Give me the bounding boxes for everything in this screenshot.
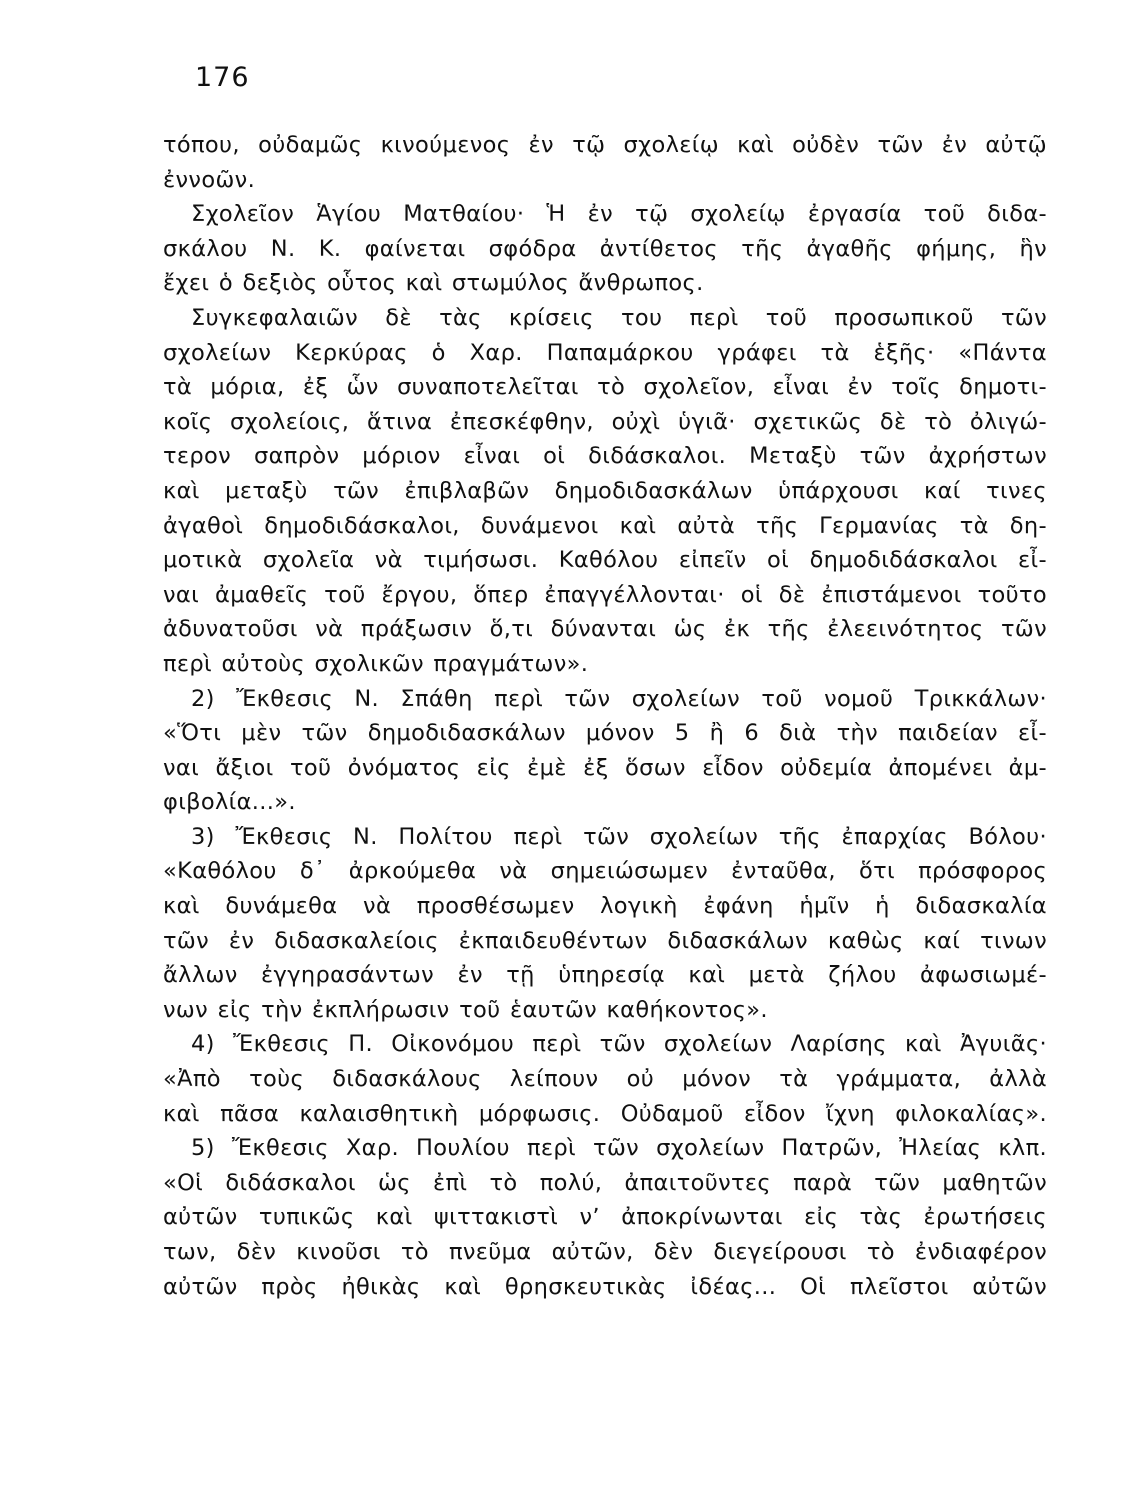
text-line: «Ἀπὸ τοὺς διδασκάλους λείπουν οὐ μόνον τὰ γράμματα, ἀλλὰ	[163, 1066, 1047, 1093]
text-line: ἀδυνατοῦσι νὰ πράξωσιν ὅ,τι δύνανται ὡς ἐκ τῆς ἐλεεινότητος τῶν	[163, 616, 1047, 643]
text-line: καὶ μεταξὺ τῶν ἐπιβλαβῶν δημοδιδασκάλων ὑπάρχουσι καί τινες	[163, 477, 1047, 504]
text-line: σκάλου Ν. Κ. φαίνεται σφόδρα ἀντίθετος τῆς ἀγαθῆς φήμης, ἣν	[163, 235, 1047, 262]
text-line: μοτικὰ σχολεῖα νὰ τιμήσωσι. Καθόλου εἰπεῖν οἱ δημοδιδάσκαλοι εἶ-	[163, 547, 1047, 574]
text-line: «Καθόλου δ᾿ ἀρκούμεθα νὰ σημειώσωμεν ἐνταῦθα, ὅτι πρόσφορος	[163, 858, 1047, 885]
text-line: νων εἰς τὴν ἐκπλήρωσιν τοῦ ἑαυτῶν καθήκοντος».	[163, 996, 768, 1023]
text-line: ἐννοῶν.	[163, 166, 256, 193]
text-line: 2) Ἔκθεσις Ν. Σπάθη περὶ τῶν σχολείων τοῦ νομοῦ Τρικκάλων·	[191, 685, 1047, 712]
text-line: σχολείων Κερκύρας ὁ Χαρ. Παπαμάρκου γράφει τὰ ἑξῆς· «Πάντα	[163, 339, 1047, 366]
text-line: των, δὲν κινοῦσι τὸ πνεῦμα αὐτῶν, δὲν διεγείρουσι τὸ ἐνδιαφέρον	[163, 1239, 1047, 1265]
text-line: Συγκεφαλαιῶν δὲ τὰς κρίσεις του περὶ τοῦ προσωπικοῦ τῶν	[191, 304, 1047, 331]
text-line: «Ὅτι μὲν τῶν δημοδιδασκάλων μόνον 5 ἢ 6 διὰ τὴν παιδείαν εἶ-	[163, 720, 1047, 747]
text-line: κοῖς σχολείοις, ἅτινα ἐπεσκέφθην, οὐχὶ ὑγιᾶ· σχετικῶς δὲ τὸ ὀλιγώ-	[163, 408, 1047, 435]
text-line: 5) Ἔκθεσις Χαρ. Πουλίου περὶ τῶν σχολείων Πατρῶν, Ἠλείας κλπ.	[191, 1135, 1047, 1162]
text-line: περὶ αὐτοὺς σχολικῶν πραγμάτων».	[163, 650, 589, 677]
text-line: 3) Ἔκθεσις Ν. Πολίτου περὶ τῶν σχολείων τῆς ἐπαρχίας Βόλου·	[191, 823, 1047, 850]
text-line: ἀγαθοὶ δημοδιδάσκαλοι, δυνάμενοι καὶ αὐτὰ τῆς Γερμανίας τὰ δη-	[163, 512, 1047, 539]
text-line: Σχολεῖον Ἁγίου Ματθαίου· Ἡ ἐν τῷ σχολείῳ ἐργασία τοῦ διδα-	[191, 201, 1047, 228]
text-line: τῶν ἐν διδασκαλείοις ἐκπαιδευθέντων διδασκάλων καθὼς καί τινων	[163, 927, 1047, 954]
page-number: 176	[195, 62, 250, 93]
text-line: 4) Ἔκθεσις Π. Οἰκονόμου περὶ τῶν σχολείων Λαρίσης καὶ Ἀγυιᾶς·	[191, 1031, 1047, 1058]
text-line: τόπου, οὐδαμῶς κινούμενος ἐν τῷ σχολείῳ καὶ οὐδὲν τῶν ἐν αὐτῷ	[163, 132, 1047, 158]
text-line: τερον σαπρὸν μόριον εἶναι οἱ διδάσκαλοι. Μεταξὺ τῶν ἀχρήστων	[163, 443, 1047, 470]
text-line: καὶ πᾶσα καλαισθητικὴ μόρφωσις. Οὐδαμοῦ εἶδον ἴχνη φιλοκαλίας».	[163, 1100, 1047, 1127]
text-line: αὐτῶν πρὸς ἠθικὰς καὶ θρησκευτικὰς ἰδέας... Οἱ πλεῖστοι αὐτῶν	[163, 1273, 1047, 1300]
body-text	[163, 128, 1047, 1304]
text-line: τὰ μόρια, ἐξ ὧν συναποτελεῖται τὸ σχολεῖον, εἶναι ἐν τοῖς δημοτι-	[163, 374, 1047, 401]
text-line: ναι ἀμαθεῖς τοῦ ἔργου, ὅπερ ἐπαγγέλλονται· οἱ δὲ ἐπιστάμενοι τοῦτο	[163, 581, 1047, 608]
text-line: καὶ δυνάμεθα νὰ προσθέσωμεν λογικὴ ἐφάνη ἡμῖν ἡ διδασκαλία	[163, 893, 1047, 920]
text-line: ναι ἄξιοι τοῦ ὀνόματος εἰς ἐμὲ ἐξ ὅσων εἶδον οὐδεμία ἀπομένει ἀμ-	[163, 754, 1047, 781]
text-line: ἄλλων ἐγγηρασάντων ἐν τῇ ὑπηρεσίᾳ καὶ μετὰ ζήλου ἀφωσιωμέ-	[163, 962, 1047, 989]
text-line: «Οἱ διδάσκαλοι ὡς ἐπὶ τὸ πολύ, ἀπαιτοῦντες παρὰ τῶν μαθητῶν	[163, 1169, 1047, 1196]
text-line: αὐτῶν τυπικῶς καὶ ψιττακιστὶ νʼ ἀποκρίνωνται εἰς τὰς ἐρωτήσεις	[163, 1204, 1047, 1231]
text-line: φιβολία...».	[163, 789, 296, 816]
text-line: ἔχει ὁ δεξιὸς οὗτος καὶ στωμύλος ἄνθρωπος.	[163, 270, 704, 297]
